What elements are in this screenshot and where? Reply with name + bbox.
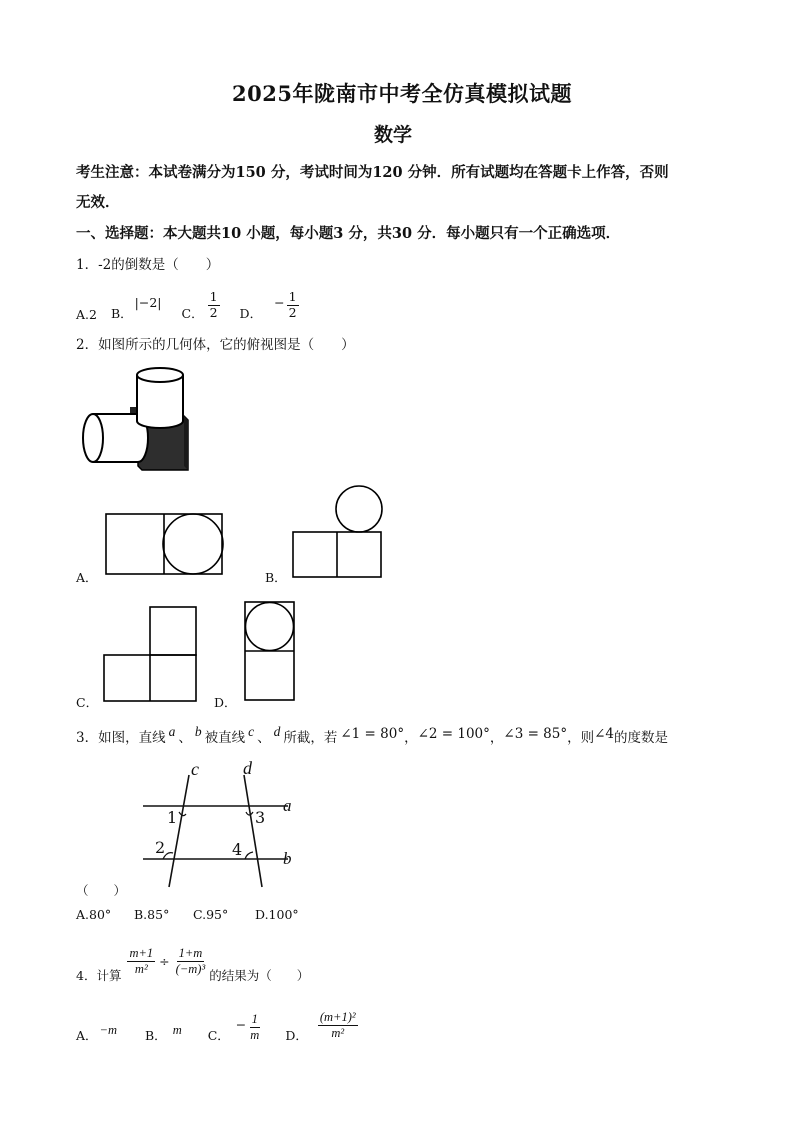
q2-option-b-label: B． bbox=[265, 570, 287, 585]
q4-option-a-expr: −m bbox=[99, 1023, 117, 1037]
q1-option-d-denominator: 2 bbox=[288, 304, 297, 320]
q3-label-a: a bbox=[283, 796, 292, 815]
q3-stem-part-5: 的度数是 bbox=[614, 730, 669, 746]
q3-comma-1: ， bbox=[404, 730, 418, 746]
q3-label-d: d bbox=[243, 758, 252, 778]
q3-sep-1: 、 bbox=[178, 730, 192, 746]
q3-label-angle-4: 4 bbox=[232, 840, 243, 859]
q3-angle-4-arc bbox=[245, 852, 253, 859]
q1-option-c-label: C． bbox=[181, 306, 204, 321]
subject-title: 数学 bbox=[374, 124, 413, 146]
q3-stem-part-1: 3．如图，直线 bbox=[76, 730, 166, 746]
q3-label-angle-2: 2 bbox=[155, 838, 166, 857]
q1-option-b-expr: |−2| bbox=[134, 295, 162, 310]
q4-stem bbox=[76, 930, 309, 986]
q2-option-a-label: A． bbox=[76, 570, 98, 585]
q3-target-angle: ∠4 bbox=[594, 726, 615, 742]
q4-options bbox=[76, 996, 358, 1044]
q3-answer-paren: （ ） bbox=[76, 883, 127, 898]
q4-option-b-label: B． bbox=[145, 1028, 167, 1043]
q4-divide-sign: ÷ bbox=[159, 953, 170, 969]
q4-option-c-sign: − bbox=[235, 1017, 247, 1032]
q2-option-d-label: D． bbox=[214, 695, 237, 710]
q3-var-c: c bbox=[248, 724, 255, 739]
q4-option-c-numerator: 1 bbox=[251, 1012, 258, 1027]
q4-option-c-denominator: m bbox=[250, 1027, 260, 1042]
q3-sep-2: 、 bbox=[257, 730, 271, 746]
notice-line-2: 无效． bbox=[76, 194, 120, 211]
q3-condition-1: ∠1 = 80° bbox=[340, 726, 405, 742]
notice-line-1: 考生注意：本试卷满分为150 分，考试时间为120 分钟．所有试题均在答题卡上作答，否则 bbox=[76, 164, 669, 181]
q3-var-a: a bbox=[168, 724, 176, 739]
q3-var-d: d bbox=[273, 724, 281, 739]
q3-comma-2: ， bbox=[489, 730, 504, 746]
q4-option-d-denominator: m² bbox=[331, 1025, 345, 1040]
q4-option-d-label: D． bbox=[285, 1028, 308, 1043]
q4-fraction-1-denominator: m² bbox=[134, 961, 148, 976]
q4-fraction-2-numerator: 1+m bbox=[178, 946, 203, 961]
q4-fraction-2 bbox=[174, 946, 208, 976]
q3-stem-part-4: ，则 bbox=[567, 730, 595, 746]
q3-label-c: c bbox=[191, 759, 199, 779]
q3-options bbox=[76, 907, 299, 922]
q3-line-c bbox=[169, 775, 189, 887]
exam-title: 2025年陇南市中考全仿真模拟试题 bbox=[232, 81, 572, 106]
q1-option-c-numerator: 1 bbox=[209, 289, 218, 305]
q4-option-c-fraction bbox=[248, 1012, 261, 1042]
section-1-heading: 一、选择题：本大题共10 小题，每小题3 分，共30 分．每小题只有一个正确选项． bbox=[76, 225, 621, 242]
q1-option-b-label: B． bbox=[110, 306, 133, 321]
q3-stem-part-3: 所截，若 bbox=[283, 730, 338, 746]
q4-stem-part-1: 4．计算 bbox=[76, 968, 122, 983]
q1-stem: 1．-2的倒数是（ ） bbox=[76, 257, 220, 273]
q1-option-a: A.2 bbox=[76, 307, 97, 322]
q3-option-a: A.80° bbox=[76, 907, 112, 922]
q4-option-d-numerator: (m+1)² bbox=[319, 1010, 356, 1025]
q1-option-d-sign: − bbox=[274, 295, 285, 310]
q4-fraction-1-numerator: m+1 bbox=[129, 946, 154, 961]
q4-fraction-2-denominator: (−m)³ bbox=[175, 961, 206, 976]
q3-label-angle-1: 1 bbox=[167, 808, 178, 827]
q3-stem-part-2: 被直线 bbox=[204, 730, 246, 746]
q2-stem: 2．如图所示的几何体，它的俯视图是（ ） bbox=[76, 337, 355, 353]
q2-option-c-label: C． bbox=[76, 695, 99, 710]
q4-stem-part-2: 的结果为（ ） bbox=[209, 968, 310, 983]
q3-condition-2: ∠2 = 100° bbox=[417, 726, 490, 742]
q4-option-b-expr: m bbox=[172, 1023, 182, 1037]
q3-line-d bbox=[244, 775, 262, 887]
q3-label-angle-3: 3 bbox=[255, 808, 266, 827]
q3-option-c: C.95° bbox=[193, 907, 229, 922]
q1-option-d-numerator: 1 bbox=[288, 289, 297, 305]
q3-label-b: b bbox=[283, 849, 292, 868]
q4-option-a-label: A． bbox=[76, 1028, 98, 1043]
q4-option-d-fraction bbox=[318, 1010, 358, 1040]
q1-option-d-label: D． bbox=[239, 306, 263, 321]
q1-option-c-denominator: 2 bbox=[209, 304, 218, 320]
q3-condition-3: ∠3 = 85° bbox=[503, 726, 568, 742]
q3-var-b: b bbox=[194, 724, 202, 739]
q3-option-d: D.100° bbox=[255, 907, 299, 922]
q4-option-c-label: C． bbox=[207, 1028, 230, 1043]
q4-expression bbox=[127, 946, 207, 976]
q3-option-b: B.85° bbox=[134, 907, 170, 922]
q4-fraction-1 bbox=[127, 946, 155, 976]
